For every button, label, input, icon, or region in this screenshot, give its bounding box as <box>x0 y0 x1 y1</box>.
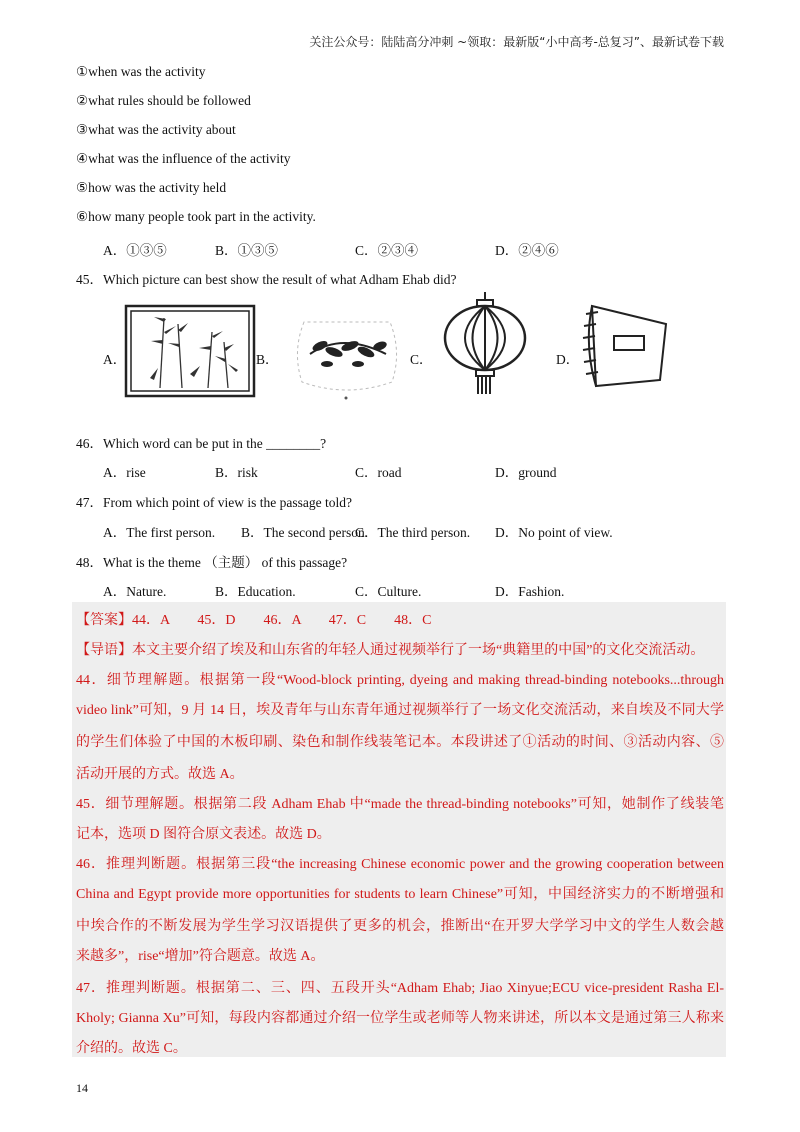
q45-label-a: A． <box>103 352 127 367</box>
q46-stem: 46．Which word can be put in the ________? <box>76 436 327 451</box>
q47-option-a[interactable]: A．The first person. <box>103 525 216 540</box>
explanation-line: 中埃合作的不断发展为学生学习汉语提供了更多的机会，推断出“在开罗大学学习中文的学生人数会越 <box>76 919 724 934</box>
q44-item-2: ②what rules should be followed <box>76 93 251 108</box>
q45-stem: 45．Which picture can best show the result of what Adham Ehab did? <box>76 272 457 287</box>
q44-option-c[interactable]: C．②③④ <box>355 243 419 258</box>
q46-option-b[interactable]: B．risk <box>215 465 258 480</box>
q47-option-b[interactable]: B．The second person. <box>241 525 369 540</box>
q44-item-1: ①when was the activity <box>76 64 206 79</box>
q48-options <box>103 580 723 600</box>
q48-option-b[interactable]: B．Education. <box>215 584 296 599</box>
explanation-line: 来越多”，rise“增加”符合题意。故选 A。 <box>76 949 325 964</box>
q44-option-a[interactable]: A．①③⑤ <box>103 243 167 258</box>
page-number: 14 <box>76 1081 88 1095</box>
q45-label-c: C． <box>410 352 433 367</box>
q44-option-b[interactable]: B．①③⑤ <box>215 243 279 258</box>
q44-item-5: ⑤how was the activity held <box>76 180 227 195</box>
q47-options <box>103 521 723 541</box>
q46-option-d[interactable]: D．ground <box>495 465 557 480</box>
q48-stem: 48．What is the theme （主题） of this passage? <box>76 555 348 570</box>
q45-label-b: B． <box>256 352 279 367</box>
q48-option-d[interactable]: D．Fashion. <box>495 584 565 599</box>
q46-option-c[interactable]: C．road <box>355 465 402 480</box>
explanation-line: 47．推理判断题。根据第二、三、四、五段开头“Adham Ehab; Jiao Xinyue;ECU vice-president Rasha El- <box>76 981 724 996</box>
q44-item-3: ③what was the activity about <box>76 122 236 137</box>
q47-stem: 47．From which point of view is the passage told? <box>76 495 352 510</box>
q48-option-a[interactable]: A．Nature. <box>103 584 167 599</box>
q47-option-c[interactable]: C．The third person. <box>355 525 471 540</box>
explanation-line: 45．细节理解题。根据第二段 Adham Ehab 中“made the thread-binding notebooks”可知，她制作了线装笔 <box>76 797 724 812</box>
q44-item-6: ⑥how many people took part in the activity. <box>76 209 316 224</box>
explanation-line: 介绍的。故选 C。 <box>76 1041 187 1056</box>
answer-key-line: 【答案】44．A 45．D 46．A 47．C 48．C <box>76 613 432 628</box>
q46-option-a[interactable]: A．rise <box>103 465 146 480</box>
q46-options <box>103 461 723 481</box>
q45-label-d: D． <box>556 352 580 367</box>
q44-item-4: ④what was the influence of the activity <box>76 151 291 166</box>
explanation-line: 46．推理判断题。根据第三段“the increasing Chinese economic power and the growing cooperation between <box>76 857 724 872</box>
q44-options <box>103 239 723 259</box>
explanation-line: 的学生们体验了中国的木板印刷、染色和制作线装笔记本。本段讲述了①活动的时间、③活动内容、⑤ <box>76 735 724 750</box>
explanation-line: 【导语】本文主要介绍了埃及和山东省的年轻人通过视频举行了一场“典籍里的中国”的文化交流活动。 <box>76 643 705 658</box>
q48-option-c[interactable]: C．Culture. <box>355 584 422 599</box>
bamboo-painting-picture[interactable] <box>120 302 260 400</box>
q44-option-d[interactable]: D．②④⑥ <box>495 243 559 258</box>
lantern-picture[interactable] <box>440 292 530 400</box>
explanation-line: China and Egypt provide more opportunities for students to learn Chinese”可知，中国经济实力的不断增强和 <box>76 887 724 902</box>
q47-option-d[interactable]: D．No point of view. <box>495 525 613 540</box>
explanation-line: 活动开展的方式。故选 A。 <box>76 767 244 782</box>
explanation-line: video link”可知，9 月 14 日，埃及青年与山东青年通过视频举行了一场文化交流活动，来自埃及不同大学 <box>76 703 724 718</box>
page-header: 关注公众号：陆陆高分冲刺 ~领取：最新版“小中高考-总复习”、最新试卷下载 <box>309 35 724 49</box>
explanation-line: 记本，选项 D 图符合原文表述。故选 D。 <box>76 827 331 842</box>
decorated-jar-picture[interactable] <box>282 312 412 402</box>
explanation-line: Kholy; Gianna Xu”可知，每段内容都通过介绍一位学生或老师等人物来讲述，所以本文是通过第三人称来 <box>76 1011 724 1026</box>
thread-bound-notebook-picture[interactable] <box>574 296 674 396</box>
explanation-line: 44．细节理解题。根据第一段“Wood-block printing, dyeing and making thread-binding notebooks...through <box>76 673 724 688</box>
